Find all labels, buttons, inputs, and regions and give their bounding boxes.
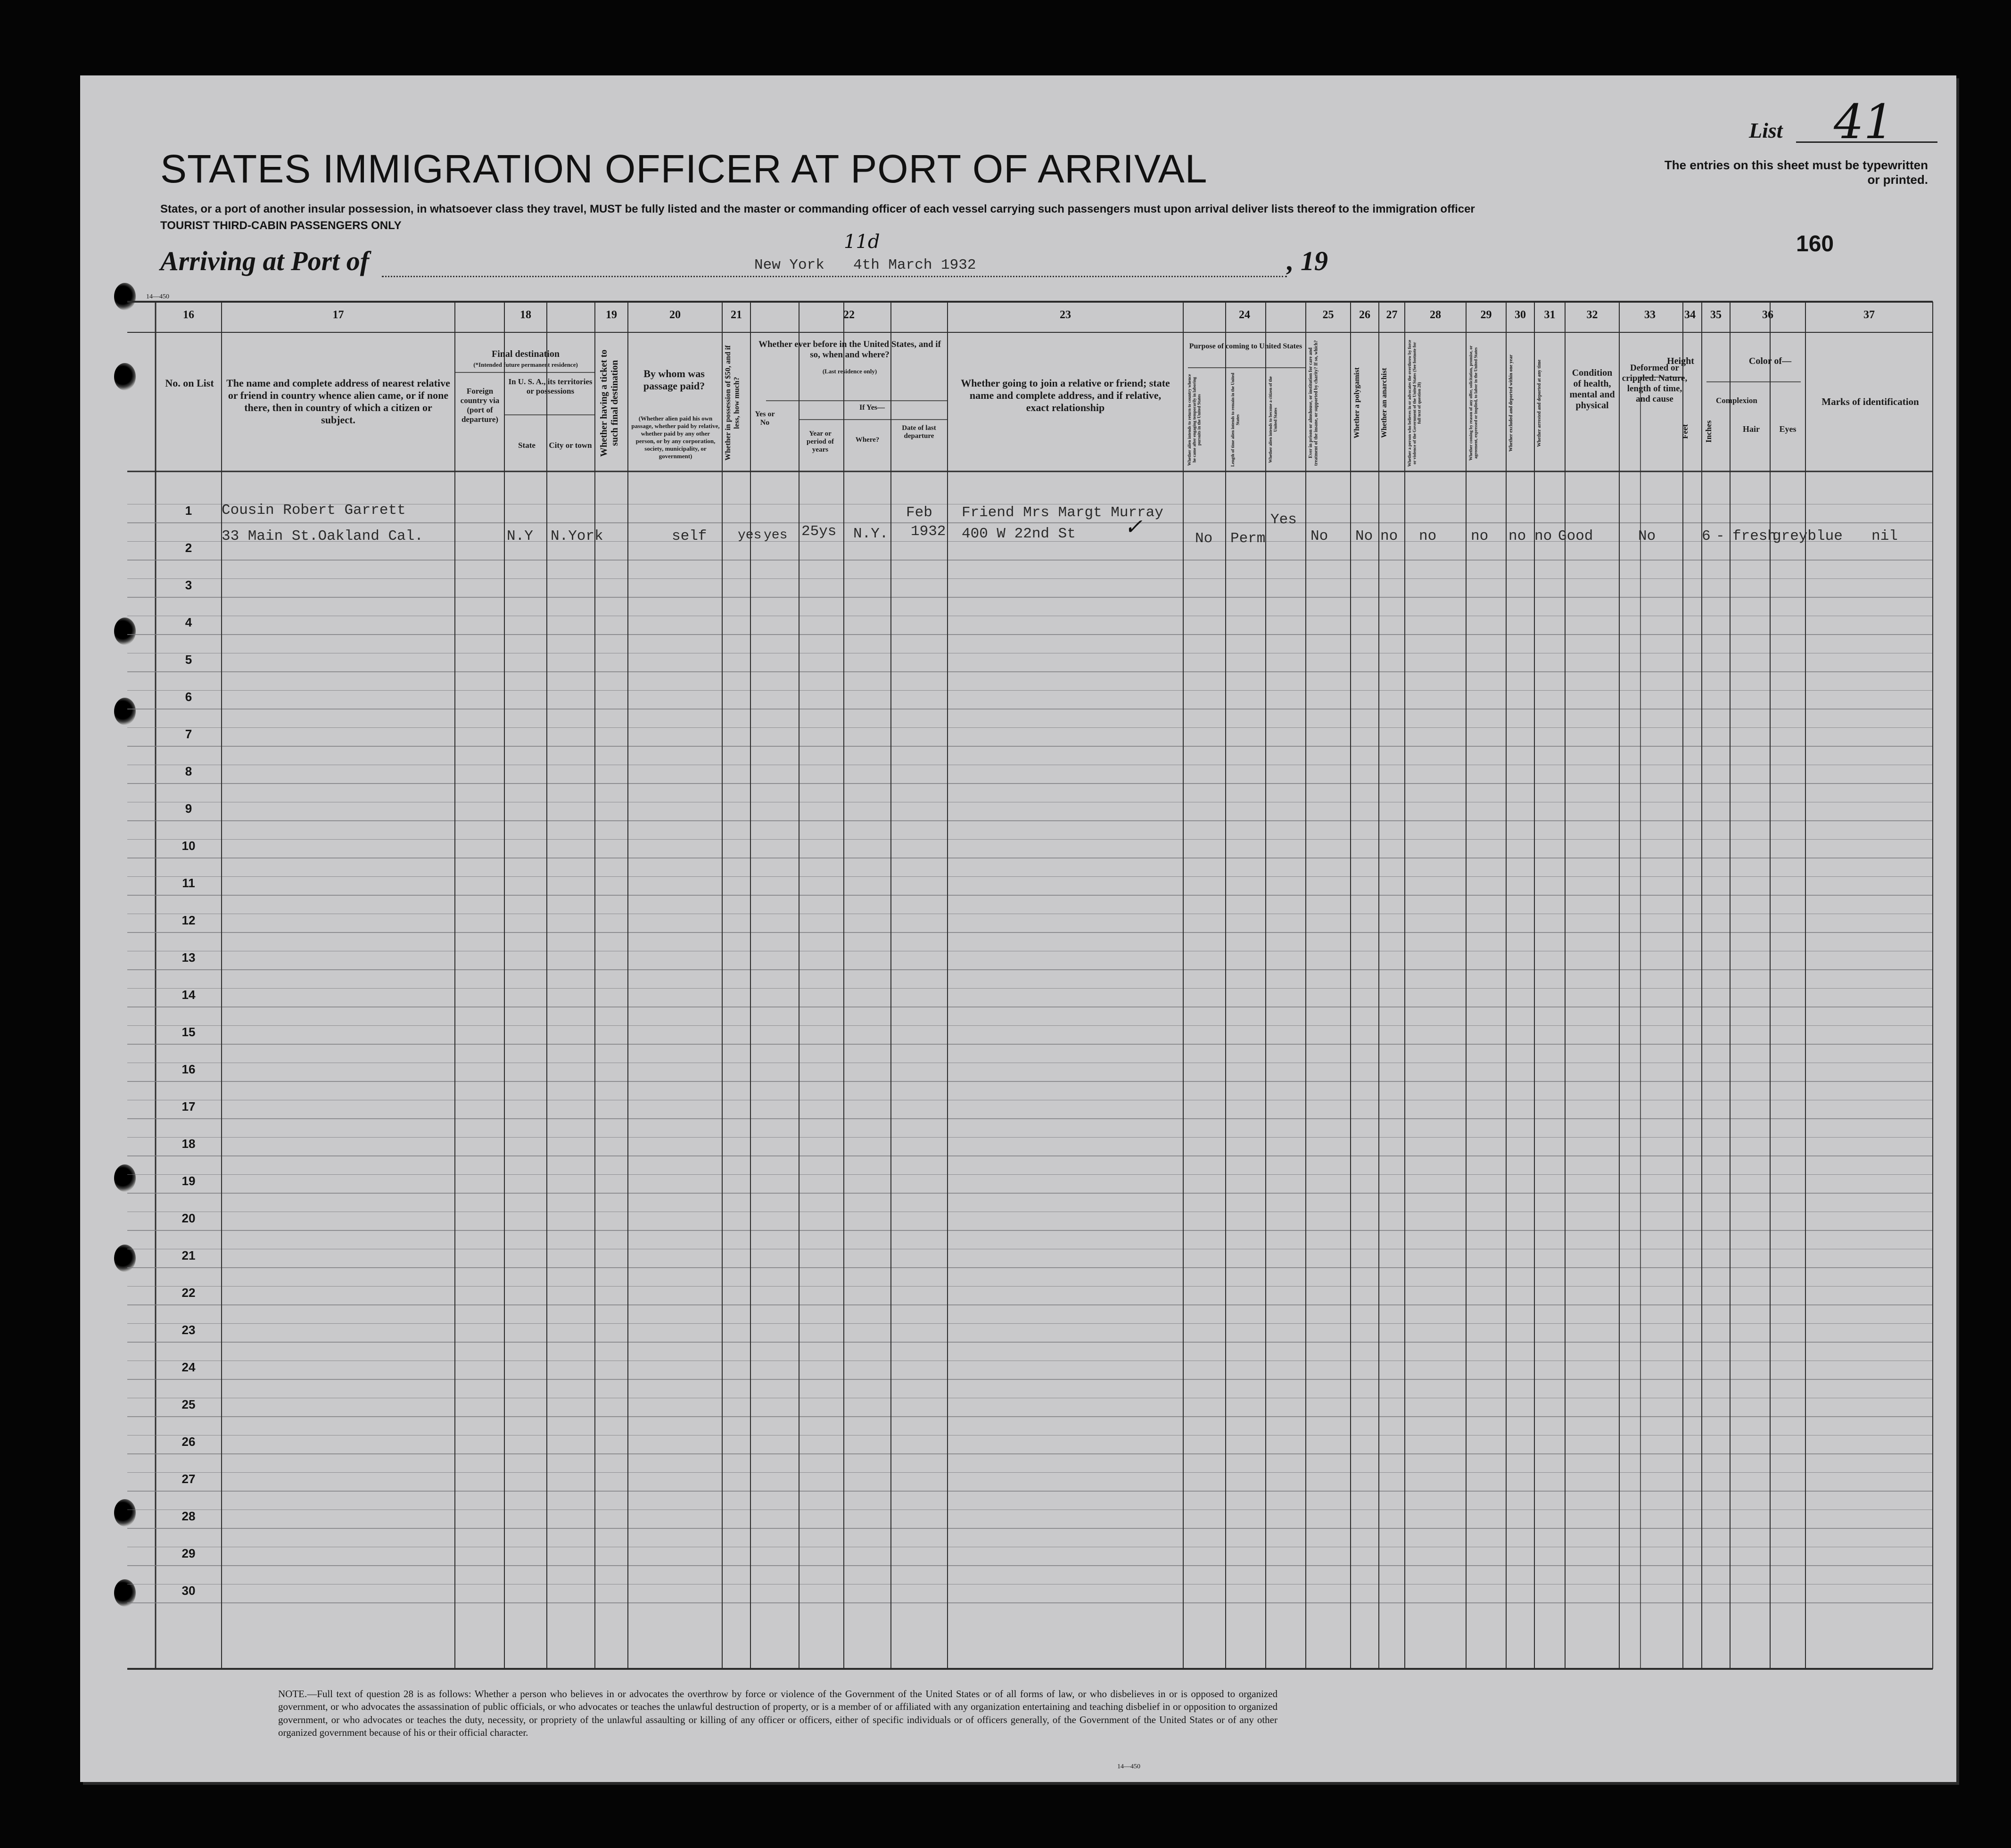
row-number: 12 bbox=[181, 913, 196, 927]
row-number: 19 bbox=[181, 1173, 196, 1188]
fifty-dollars-answer: yes bbox=[764, 528, 788, 543]
col-28-number: 28 bbox=[1430, 309, 1441, 321]
deformed-answer: No bbox=[1638, 528, 1656, 544]
col-29-header: Whether coming by reason of any offer, solicitation, promise, or agreement, expressed or implied, to labor in the United States bbox=[1468, 345, 1478, 461]
hair-value: grey bbox=[1772, 528, 1808, 544]
col-34-feet: Feet bbox=[1681, 424, 1690, 439]
col-30-header: Whether excluded and deported within one year bbox=[1508, 355, 1514, 452]
destination-state: N.Y bbox=[507, 528, 533, 544]
col-37-header: Marks of identification bbox=[1821, 396, 1919, 407]
col-33-number: 33 bbox=[1644, 309, 1656, 321]
col-18-foreign: Foreign country via (port of departure) bbox=[460, 387, 500, 424]
col-27-header: Whether an anarchist bbox=[1380, 368, 1388, 438]
form-title: STATES IMMIGRATION OFFICER AT PORT OF ARRIVAL bbox=[160, 147, 1208, 191]
check-mark: ✓ bbox=[1124, 514, 1143, 539]
col-36-hair: Hair bbox=[1743, 424, 1760, 434]
row-number: 5 bbox=[185, 652, 192, 667]
form-number-bottom: 14—450 bbox=[1117, 1763, 1140, 1770]
col-22-header: Whether ever before in the United States, and if so, when and where? bbox=[758, 339, 941, 360]
citizen-intent: Yes bbox=[1270, 512, 1297, 528]
polygamist-answer: No bbox=[1355, 528, 1373, 544]
eyes-value: blue bbox=[1807, 528, 1843, 544]
row-number: 17 bbox=[181, 1099, 196, 1114]
previous-years: 25ys bbox=[801, 523, 837, 540]
col-18-group-note: (*Intended future permanent residence) bbox=[473, 361, 578, 368]
anarchist-answer: no bbox=[1380, 528, 1398, 544]
relative-name: Cousin Robert Garrett bbox=[222, 502, 406, 519]
footnote: NOTE.—Full text of question 28 is as follows: Whether a person who believes in or advocates the overthrow by force or violence of the Government of the United States or of all forms of law, or who disbelieves in or is opposed to organized government, or who advocates the assassination of public officials, or who advocates or teaches the unlawful destruction of property, or is a member of or affiliated with any organization entertaining and teaching disbelief in or opposition to organized government, or who advocates or teaches the duty, necessity, or propriety of the unlawful assaulting or killing of any officer or officers, either of specific individuals or of officers generally, of the Government of the United States or of any other organized government because of his or their official character. bbox=[278, 1688, 1277, 1738]
col-18-group: Final destination bbox=[492, 349, 560, 359]
col-31-header: Whether arrested and deported at any time bbox=[1537, 359, 1542, 447]
col-22-date: Date of last departure bbox=[902, 424, 936, 440]
list-number: 41 bbox=[1834, 94, 1894, 149]
row-number: 14 bbox=[181, 987, 196, 1002]
relative-address: 33 Main St.Oakland Cal. bbox=[222, 528, 423, 544]
form-subtitle: States, or a port of another insular possession, in whatsoever class they travel, MUST be fully listed and the master or commanding officer of each vessel carrying such passengers must upon arrival deliver lists thereof to the immigration officer bbox=[160, 203, 1475, 215]
col-23-header: Whether going to join a relative or friend; state name and complete address, and if relative, exact relationship bbox=[961, 377, 1170, 413]
previous-where: N.Y. bbox=[853, 526, 889, 542]
table-grid bbox=[80, 75, 1956, 1782]
row-number: 13 bbox=[181, 950, 196, 965]
col-24-sub1: Whether alien intends to return to country whence he came after engaging temporarily in laboring pursuits in the United States bbox=[1187, 374, 1202, 466]
col-21-number: 21 bbox=[731, 309, 742, 321]
arriving-label: Arriving at Port of bbox=[160, 246, 370, 276]
col-35-header: Complexion bbox=[1716, 396, 1757, 405]
row-number: 18 bbox=[181, 1136, 196, 1151]
joining-name: Friend Mrs Margt Murray bbox=[962, 504, 1163, 521]
col-30-number: 30 bbox=[1515, 309, 1526, 321]
row-number: 20 bbox=[181, 1211, 196, 1225]
departure-year: 1932 bbox=[911, 523, 946, 540]
height-feet: 6 bbox=[1702, 528, 1711, 544]
row-number: 26 bbox=[181, 1434, 196, 1449]
col-22-number: 22 bbox=[843, 309, 855, 321]
list-label: List bbox=[1749, 118, 1783, 142]
col-17-number: 17 bbox=[332, 309, 344, 321]
passage-paid: self bbox=[672, 528, 707, 544]
row-number: 27 bbox=[181, 1471, 196, 1486]
row-number: 29 bbox=[181, 1546, 196, 1560]
manifest-sheet bbox=[80, 75, 1956, 1782]
prison-answer: No bbox=[1310, 528, 1328, 544]
col-24-header: Purpose of coming to United States bbox=[1189, 342, 1302, 350]
col-16-number: 16 bbox=[183, 309, 194, 321]
col-36-eyes: Eyes bbox=[1779, 424, 1797, 434]
col-20-note: (Whether alien paid his own passage, whether paid by relative, whether paid by any other person, or by any corporation, society, municipality, or government) bbox=[631, 415, 720, 460]
col-32-header: Condition of health, mental and physical bbox=[1569, 368, 1615, 411]
col-24-number: 24 bbox=[1239, 309, 1250, 321]
form-number-top: 14—450 bbox=[146, 293, 169, 300]
col-22-ifyes: If Yes— bbox=[859, 404, 885, 412]
col-18-city: City or town bbox=[549, 441, 592, 450]
row-number: 4 bbox=[185, 615, 192, 629]
hair-eyes-answer bbox=[1772, 528, 1843, 544]
row-number: 23 bbox=[181, 1322, 196, 1337]
col-34-number: 34 bbox=[1684, 309, 1696, 321]
col-27-number: 27 bbox=[1386, 309, 1398, 321]
col-18-state: State bbox=[518, 441, 536, 450]
row-number: 28 bbox=[181, 1509, 196, 1523]
col-29-number: 29 bbox=[1480, 309, 1492, 321]
row-number: 24 bbox=[181, 1360, 196, 1374]
class-line: TOURIST THIRD-CABIN PASSENGERS ONLY bbox=[160, 219, 402, 232]
complexion-answer: fresh bbox=[1732, 528, 1777, 544]
joining-address: 400 W 22nd St bbox=[962, 526, 1076, 542]
col-22-note: (Last residence only) bbox=[822, 368, 877, 375]
col-26-number: 26 bbox=[1359, 309, 1370, 321]
offer-answer: no bbox=[1471, 528, 1489, 544]
row-number: 16 bbox=[181, 1062, 196, 1076]
col-36-header: Color of— bbox=[1748, 356, 1792, 366]
row-number: 30 bbox=[181, 1583, 196, 1598]
col-35-number: 35 bbox=[1710, 309, 1722, 321]
col-18-number: 18 bbox=[520, 309, 531, 321]
row-number: 2 bbox=[185, 540, 192, 555]
arrested-answer: no bbox=[1534, 528, 1552, 544]
col-22-where: Where? bbox=[855, 436, 880, 444]
row-number: 25 bbox=[181, 1397, 196, 1411]
row-number: 22 bbox=[181, 1285, 196, 1300]
health-answer: Good bbox=[1558, 528, 1593, 544]
destination-city: N.York bbox=[551, 528, 603, 544]
col-20-number: 20 bbox=[669, 309, 681, 321]
entries-note: The entries on this sheet must be typewritten or printed. bbox=[1664, 158, 1928, 187]
col-19-header: Whether having a ticket to such final destination bbox=[599, 349, 620, 457]
col-37-number: 37 bbox=[1863, 309, 1875, 321]
col-16-header: No. on List bbox=[165, 377, 214, 389]
col-34-inches: Inches bbox=[1704, 420, 1713, 443]
col-25-header: Ever in prison or almshouse, or institution for care and treatment of the insane, or supported by charity? If so, which? bbox=[1308, 340, 1319, 466]
height-inches: - bbox=[1716, 528, 1725, 544]
ticket-answer: yes bbox=[738, 528, 762, 543]
sheet-number: 160 bbox=[1796, 231, 1834, 256]
row-number: 7 bbox=[185, 726, 192, 741]
col-36-number: 36 bbox=[1762, 309, 1773, 321]
row-number: 6 bbox=[185, 689, 192, 704]
col-23-number: 23 bbox=[1060, 309, 1071, 321]
col-18-usa: In U. S. A., its territories or possessions bbox=[508, 377, 593, 396]
year-label: , 19 bbox=[1287, 246, 1328, 276]
row-number: 10 bbox=[181, 838, 196, 853]
excluded-answer: no bbox=[1508, 528, 1526, 544]
col-24-sub2: Length of time alien intends to remain in the United States bbox=[1230, 372, 1240, 467]
date-correction: 11d bbox=[844, 231, 880, 253]
col-20-header: By whom was passage paid? bbox=[643, 368, 705, 392]
return-intent: No bbox=[1195, 530, 1213, 547]
row-number: 9 bbox=[185, 801, 192, 816]
col-25-number: 25 bbox=[1322, 309, 1334, 321]
col-22-years: Year or period of years bbox=[807, 430, 834, 454]
col-21-header: Whether in possession of $50, and if less, how much? bbox=[724, 345, 741, 461]
col-19-number: 19 bbox=[606, 309, 617, 321]
q28-answer: no bbox=[1419, 528, 1437, 544]
arrival-date: 4th March 1932 bbox=[853, 257, 976, 273]
departure-month: Feb bbox=[906, 504, 932, 521]
row-number: 21 bbox=[181, 1248, 196, 1262]
row-number: 3 bbox=[185, 578, 192, 592]
row-number: 15 bbox=[181, 1024, 196, 1039]
marks-answer: nil bbox=[1871, 528, 1898, 544]
col-28-header: Whether a person who believes in or advocates the overthrow by force or violence of the Government of the United States (See footnote for full text of question 28) bbox=[1407, 339, 1422, 467]
row-number: 8 bbox=[185, 764, 192, 778]
col-31-number: 31 bbox=[1544, 309, 1556, 321]
row-number: 11 bbox=[182, 875, 195, 890]
col-26-header: Whether a polygamist bbox=[1353, 367, 1361, 439]
col-17-header: The name and complete address of nearest relative or friend in country whence alien came, or if none there, then in country of which a citizen or subject. bbox=[226, 377, 450, 426]
length-of-stay: Perm bbox=[1230, 530, 1266, 547]
col-22-yesno: Yes or No bbox=[755, 410, 775, 427]
col-33-header: Deformed or crippled. Nature, length of time, and cause bbox=[1622, 363, 1688, 404]
col-34-header: Height bbox=[1667, 356, 1694, 366]
col-32-number: 32 bbox=[1586, 309, 1598, 321]
row-number: 1 bbox=[185, 503, 192, 518]
col-24-sub3: Whether alien intends to become a citizen of the United States bbox=[1268, 376, 1278, 463]
arrival-port: New York bbox=[754, 257, 824, 273]
